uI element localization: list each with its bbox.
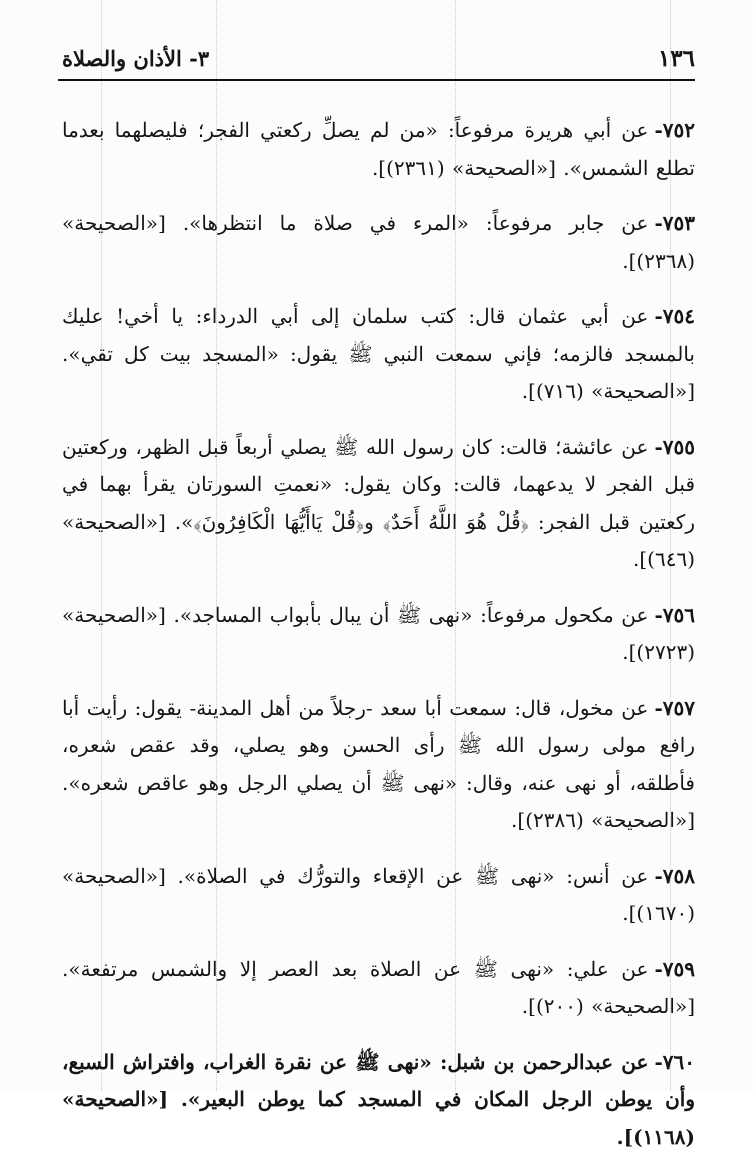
hadith-text: عن مكحول مرفوعاً: «نهى ﷺ أن يبال بأبواب المساجد». [«الصحيحة» (٢٧٢٣)]. [62,603,695,665]
hadith-number: ٧٥٢- [654,118,695,142]
chapter-title: ٣- الأذان والصلاة [62,46,209,71]
hadith-number: ٧٥٤- [654,304,695,328]
hadith-number: ٧٥٨- [654,864,695,888]
hadith-text: عن مخول، قال: سمعت أبا سعد -رجلاً من أهل المدينة- يقول: رأيت أبا رافع مولى رسول الله ﷺ رأى الحسن وهو يصلي، وقد عقص شعره، فأطلقه، أو نهى عنه، وقال: «نهى ﷺ أن يصلي الرجل وهو عاقص شعره». [«الصحيحة» (٢٣٨٦)]. [62,696,695,833]
hadith-text: عن جابر مرفوعاً: «المرء في صلاة ما انتظرها». [«الصحيحة» (٢٣٦٨)]. [62,211,695,273]
hadith-text: عن عائشة؛ قالت: كان رسول الله ﷺ يصلي أربعاً قبل الظهر، وركعتين قبل الفجر لا يدعهما، قالت: وكان يقول: «نعمتِ السورتان يقرأ بهما في ركعتين قبل الفجر: ﴿قُلْ هُوَ اللَّهُ أَحَدٌ﴾ و﴿قُلْ يَاأَيُّهَا الْكَافِرُونَ﴾». [«الصحيحة» (٦٤٦)]. [62,435,695,572]
hadith-list [62,112,695,1156]
hadith-number: ٧٥٧- [654,696,695,720]
hadith-number: ٧٥٣- [654,211,695,235]
hadith-entry-759 [62,951,695,1026]
page-number: ١٣٦ [658,45,695,72]
hadith-entry-760 [62,1044,695,1156]
hadith-number: ٧٥٦- [654,603,695,627]
hadith-entry-756 [62,597,695,672]
hadith-entry-752 [62,112,695,187]
hadith-text: عن عبدالرحمن بن شبل: «نهى ﷺ عن نقرة الغراب، وافتراش السبع، وأن يوطن الرجل المكان في المسجد كما يوطن البعير». [«الصحيحة» (١١٦٨)]. [62,1050,695,1149]
hadith-text: عن أبي هريرة مرفوعاً: «من لم يصلِّ ركعتي الفجر؛ فليصلهما بعدما تطلع الشمس». [«الصحيحة» (٢٣٦١)]. [62,118,695,180]
hadith-number: ٧٥٩- [654,957,695,981]
hadith-entry-753 [62,205,695,280]
hadith-entry-757 [62,690,695,840]
hadith-text: عن أنس: «نهى ﷺ عن الإقعاء والتورُّك في الصلاة». [«الصحيحة» (١٦٧٠)]. [62,864,695,926]
hadith-number: ٧٦٠- [654,1050,695,1074]
page-header [62,38,695,78]
hadith-entry-754 [62,298,695,411]
hadith-entry-755 [62,429,695,579]
hadith-text: عن علي: «نهى ﷺ عن الصلاة بعد العصر إلا والشمس مرتفعة». [«الصحيحة» (٢٠٠)]. [62,957,695,1019]
header-rule [58,79,695,81]
hadith-entry-758 [62,858,695,933]
hadith-text: عن أبي عثمان قال: كتب سلمان إلى أبي الدرداء: يا أخي! عليك بالمسجد فالزمه؛ فإني سمعت النبي ﷺ يقول: «المسجد بيت كل تقي». [«الصحيحة» (٧١٦)]. [62,304,695,403]
hadith-number: ٧٥٥- [654,435,695,459]
